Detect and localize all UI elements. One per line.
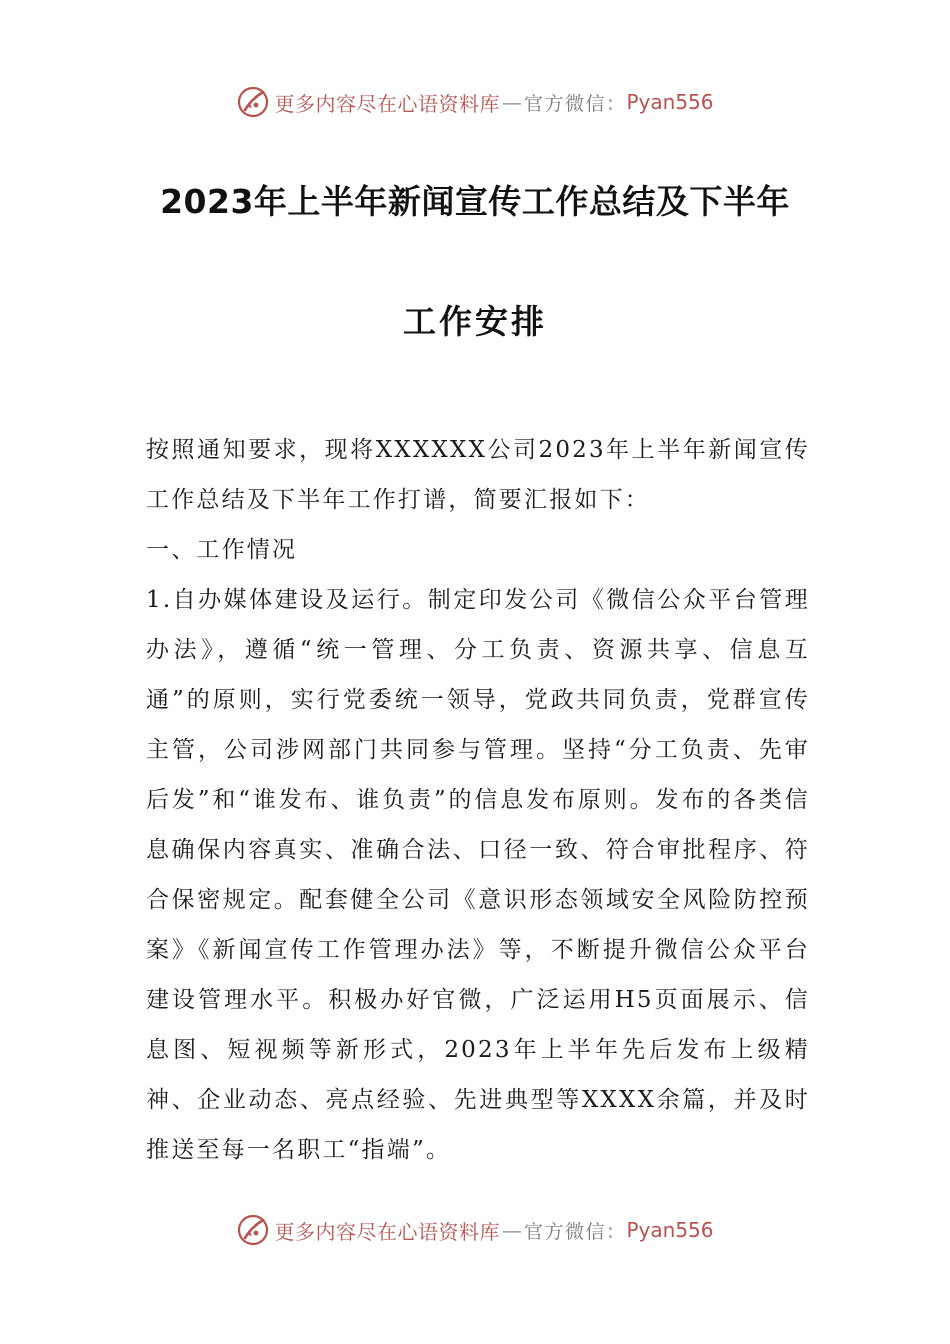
document-title-line-2: 工作安排 <box>403 302 547 341</box>
watermark-library-text: 更多内容尽在心语资料库 <box>274 1219 500 1244</box>
document-body <box>146 425 810 1175</box>
watermark-wechat-label: 官方微信： <box>523 92 627 115</box>
quill-seal-icon <box>236 85 270 119</box>
quill-seal-icon <box>236 1213 270 1247</box>
document-title-line-1: 2023年上半年新闻宣传工作总结及下半年 <box>160 182 790 221</box>
watermark-library-text: 更多内容尽在心语资料库 <box>274 91 500 116</box>
footer-watermark <box>0 1210 950 1250</box>
watermark-dash: — <box>501 90 522 114</box>
watermark-wechat-id: Pyan556 <box>626 90 714 114</box>
intro-paragraph: 按照通知要求，现将XXXXXX公司2023年上半年新闻宣传工作总结及下半年工作打谱，简要汇报如下： <box>146 437 810 513</box>
section-heading-work-status: 一、工作情况 <box>146 537 298 563</box>
watermark-wechat-id: Pyan556 <box>626 1218 714 1242</box>
header-watermark <box>0 82 950 122</box>
paragraph-self-media-construction: 1.自办媒体建设及运行。制定印发公司《微信公众平台管理办法》，遵循“统一管理、分工负责、资源共享、信息互通”的原则，实行党委统一领导，党政共同负责，党群宣传主管，公司涉网部门共同参与管理。坚持“分工负责、先审后发”和“谁发布、谁负责”的信息发布原则。发布的各类信息确保内容真实、准确合法、口径一致、符合审批程序、符合保密规定。配套健全公司《意识形态领域安全风险防控预案》《新闻宣传工作管理办法》等，不断提升微信公众平台建设管理水平。积极办好官微，广泛运用H5页面展示、信息图、短视频等新形式，2023年上半年先后发布上级精神、企业动态、亮点经验、先进典型等XXXX余篇，并及时推送至每一名职工“指端”。 <box>146 587 810 1163</box>
watermark-dash: — <box>501 1218 522 1242</box>
watermark-wechat-label: 官方微信： <box>523 1220 627 1243</box>
